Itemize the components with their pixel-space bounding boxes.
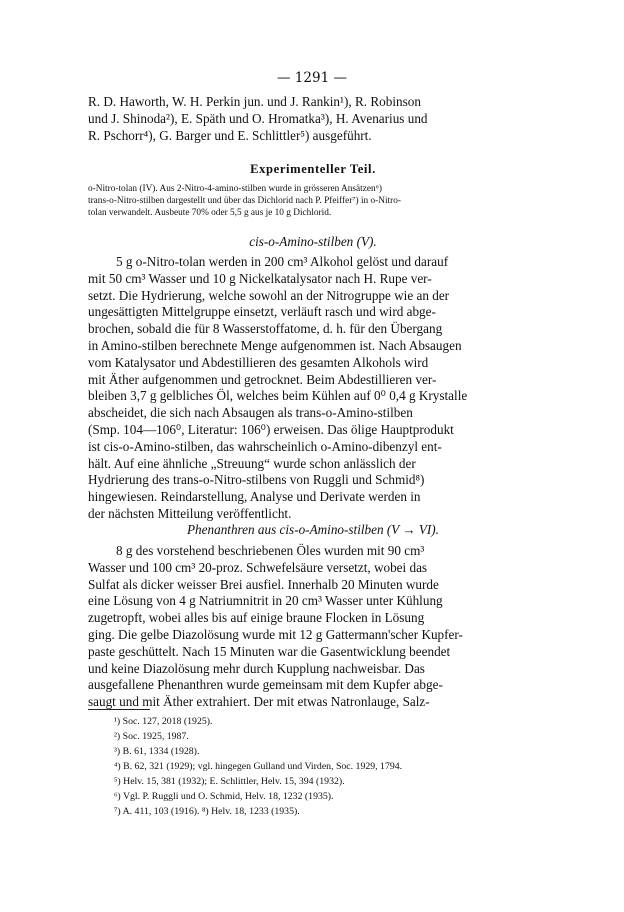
paragraph-line: ungesättigten Mittelgruppe einsetzt, verläuft rasch und wird abge- <box>88 304 436 320</box>
paragraph-line: vom Katalysator und Abdestillieren des gesamten Alkohols wird <box>88 354 429 370</box>
paragraph-line: Wasser und 100 cm³ 20-proz. Schwefelsäure versetzt, wobei das <box>88 559 428 575</box>
paragraph-2 <box>88 543 538 711</box>
paragraph-line: ging. Die gelbe Diazolösung wurde mit 12 g Gattermann'scher Kupfer- <box>88 626 463 642</box>
paragraph-line: saugt und mit Äther extrahiert. Der mit etwas Natronlauge, Salz- <box>88 694 430 710</box>
paragraph-line: paste geschüttelt. Nach 15 Minuten war die Gasentwicklung beendet <box>88 643 451 659</box>
footnote-6: ⁶) Vgl. P. Ruggli und O. Schmid, Helv. 18, 1232 (1935). <box>114 791 334 802</box>
paragraph-line: 5 g o-Nitro-tolan werden in 200 cm³ Alkohol gelöst und darauf <box>116 254 449 269</box>
small-paragraph <box>88 183 538 220</box>
paragraph-line: ist cis-o-Amino-stilben, das wahrscheinlich o-Amino-dibenzyl ent- <box>88 438 442 454</box>
paragraph-line: bleiben 3,7 g gelbliches Öl, welches beim Kühlen auf 0⁰ 0,4 g Krystalle <box>88 388 468 404</box>
subheading-phenanthren: Phenanthren aus cis-o-Amino-stilben (V → VI). <box>187 522 439 537</box>
paragraph-line: ausgefallene Phenanthren wurde gemeinsam mit dem Kupfer abge- <box>88 677 443 693</box>
subheading-cis-amino-stilben: cis-o-Amino-stilben (V). <box>249 234 377 249</box>
paragraph-line: 8 g des vorstehend beschriebenen Öles wurden mit 90 cm³ <box>116 543 425 558</box>
intro-line: R. D. Haworth, W. H. Perkin jun. und J. Rankin¹), R. Robinson <box>88 94 421 109</box>
intro-line: R. Pschorr⁴), G. Barger und E. Schlittler⁵) ausgeführt. <box>88 127 372 143</box>
paragraph-line: brochen, sobald die für 8 Wasserstoffatome, d. h. für den Übergang <box>88 321 443 337</box>
section-heading: Experimenteller Teil. <box>250 162 376 176</box>
footnote-4: ⁴) B. 62, 321 (1929); vgl. hingegen Gulland und Virden, Soc. 1929, 1794. <box>114 761 403 772</box>
intro-line: und J. Shinoda²), E. Späth und O. Hromatka³), H. Avenarius und <box>88 110 428 126</box>
paragraph-line: setzt. Die Hydrierung, welche sowohl an der Nitrogruppe wie an der <box>88 287 450 303</box>
page-number: — 1291 — <box>277 70 347 86</box>
footnote-divider <box>88 709 150 710</box>
paragraph-line: eine Lösung von 4 g Natriumnitrit in 20 cm³ Wasser unter Kühlung <box>88 593 443 609</box>
paragraph-line: in Amino-stilben berechnete Menge aufgenommen ist. Nach Absaugen <box>88 337 462 353</box>
paragraph-line: abscheidet, die sich nach Absaugen als trans-o-Amino-stilben <box>88 405 413 421</box>
paragraph-line: hingewiesen. Reindarstellung, Analyse und Derivate werden in <box>88 489 421 505</box>
footnote-1: ¹) Soc. 127, 2018 (1925). <box>114 716 213 727</box>
paragraph-line: Hydrierung des trans-o-Nitro-stilbens von Ruggli und Schmid⁸) <box>88 472 425 488</box>
small-line: trans-o-Nitro-stilben dargestellt und über das Dichlorid nach P. Pfeiffer⁷) in o-Nitro- <box>88 196 401 207</box>
paragraph-line: Sulfat als dicker weisser Brei ausfiel. Innerhalb 20 Minuten wurde <box>88 576 439 592</box>
footnote-5: ⁵) Helv. 15, 381 (1932); E. Schlittler, Helv. 15, 394 (1932). <box>114 776 345 787</box>
footnote-3: ³) B. 61, 1334 (1928). <box>114 746 200 757</box>
footnote-7-8: ⁷) A. 411, 103 (1916). ⁸) Helv. 18, 1233 (1935). <box>114 806 300 817</box>
paragraph-line: zugetropft, wobei alles bis auf einige braune Flocken in Lösung <box>88 610 425 626</box>
small-line: o-Nitro-tolan (IV). Aus 2-Nitro-4-amino-stilben wurde in grösseren Ansätzen⁶) <box>88 184 382 194</box>
intro-paragraph <box>88 94 538 144</box>
paragraph-line: der nächsten Mitteilung veröffentlicht. <box>88 505 292 521</box>
paragraph-line: mit 50 cm³ Wasser und 10 g Nickelkatalysator nach H. Rupe ver- <box>88 270 432 286</box>
paragraph-line: hält. Auf eine ähnliche „Streuung“ wurde schon anlässlich der <box>88 455 416 471</box>
paragraph-1 <box>88 254 538 523</box>
paragraph-line: und keine Diazolösung mehr durch Kupplung nachweisbar. Das <box>88 660 425 676</box>
small-line: tolan verwandelt. Ausbeute 70% oder 5,5 g aus je 10 g Dichlorid. <box>88 208 332 219</box>
paragraph-line: mit Äther aufgenommen und getrocknet. Beim Abdestillieren ver- <box>88 371 437 387</box>
paragraph-line: (Smp. 104—106⁰, Literatur: 106⁰) erweisen. Das ölige Hauptprodukt <box>88 421 454 437</box>
footnote-2: ²) Soc. 1925, 1987. <box>114 731 189 742</box>
